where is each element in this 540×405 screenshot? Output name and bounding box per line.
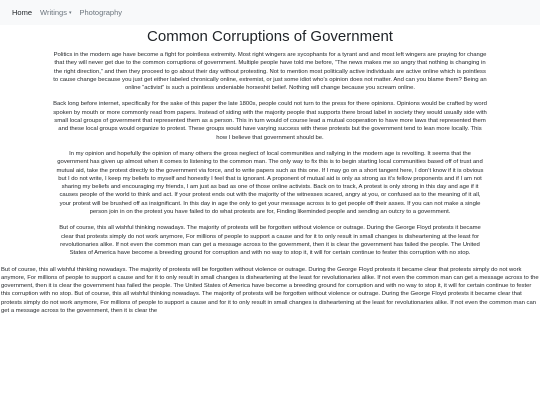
article-paragraph: In my opinion and hopefully the opinion of many others the gross neglect of local communities and rallying in the modern age is revolting. It seems that the government has given up almost when it comes to listening to the common man. The only way to fix this is to begin starting local communities based off of trust and mutual aid, take the protest directly to the government via force, and to write papers such as this one. If I may go on a short tangent here, I don’t know if it is obvious but I do not write, I keep my beliefs to myself and honestly I feel that is ignorant. A proponent of mutual aid is only as strong as it’s fellow proponents and if I am not sharing my beliefs and encouraging my friends, I am just as bad as one of those online activists. Back on to track, A protest is only strong in this day and age if it causes people of the world to think and act. If your protest ends out with the majority of the witnesses scared, angry at you, or confused as to the meaning of it all, your protest will be brushed off as insignificant. In this day in age the only to get your message across is to get people off their asses. If you can not make a single person join in on the protest you have failed to do what protests are for, Finding likeminded people and sending an outcry to a government. (56, 150, 484, 216)
article-paragraph: Politics in the modern age have become a fight for pointless extremity. Most right wingers are sycophants for a tyrant and and most left wingers are praying for change that they will never get due to the common corruptions of government. Multiple people have told me before, “The news makes me so angry that nothing is changing in the right direction,” and then they proceed to go about their day without protesting. Not to mention most politically active individuals are active online which is pointless to cause change because you just get either labeled chronically online, extremist, or just some idiot who’s opinion does not matter. And can you blame them? Being an online “activist” is such a pointless undeniable horseshit belief. Nothing will change because you scream online. (53, 52, 487, 92)
nav-writings-dropdown[interactable] (40, 8, 71, 17)
nav-writings-label: Writings (40, 8, 67, 17)
article-body (53, 46, 487, 258)
nav-home-link[interactable]: Home (12, 8, 33, 17)
article-paragraph: Back long before internet, specifically for the sake of this paper the late 1800s, people could not turn to the press for there opinions. Opinions would be crafted by word spoken by mouth or more commonly read from papers. Instead of siding with the majority people that supports there broad label in society they would usually side with small local groups of government that represented them as a person. This in turn would of course lead a mutual cooperation to have more laws that represented them and these local groups would organize to protest. These groups would have varying success with these protests but the government tend to lean more locally. This how I believe that government should be. (53, 101, 487, 141)
overflow-paragraph: But of course, this all wishful thinking nowadays. The majority of protests will be forgotten without violence or outrage. During the George Floyd protests it became clear that protests simply do not work anymore, For millions of people to support a cause and for it to only result in small changes is disheartening at the least for revolutionaries alike. If not even the common man can get a message across to the government, then it is clear the government has failed the people. The United States of America have become a breeding ground for corruption and with no way to stop it, it will for certain continue to fester this corruption with no stop. But of course, this all wishful thinking nowadays. The majority of protests will be forgotten without violence or outrage. During the George Floyd protests it became clear that protests simply do not work anymore, For millions of people to support a cause and for it to only result in small changes is disheartening at the least for revolutionaries alike. If not even the common man can get a message across to the government, then it is clear the (1, 266, 539, 315)
top-navbar (0, 0, 540, 25)
page-title: Common Corruptions of Government (147, 28, 393, 45)
chevron-down-icon: ▾ (68, 10, 72, 16)
nav-photography-link[interactable]: Photography (79, 8, 123, 17)
article-paragraph: But of course, this all wishful thinking nowadays. The majority of protests will be forgotten without violence or outrage. During the George Floyd protests it became clear that protests simply do not work anymore, For millions of people to support a cause and for it to only result in small changes is disheartening at the least for revolutionaries alike. If not even the common man can get a message across to the government, then it is clear the government has failed the people. The United States of America have become a breeding ground for corruption and with no way to stop it, it will for certain continue to fester this corruption with no stop. (59, 225, 481, 257)
